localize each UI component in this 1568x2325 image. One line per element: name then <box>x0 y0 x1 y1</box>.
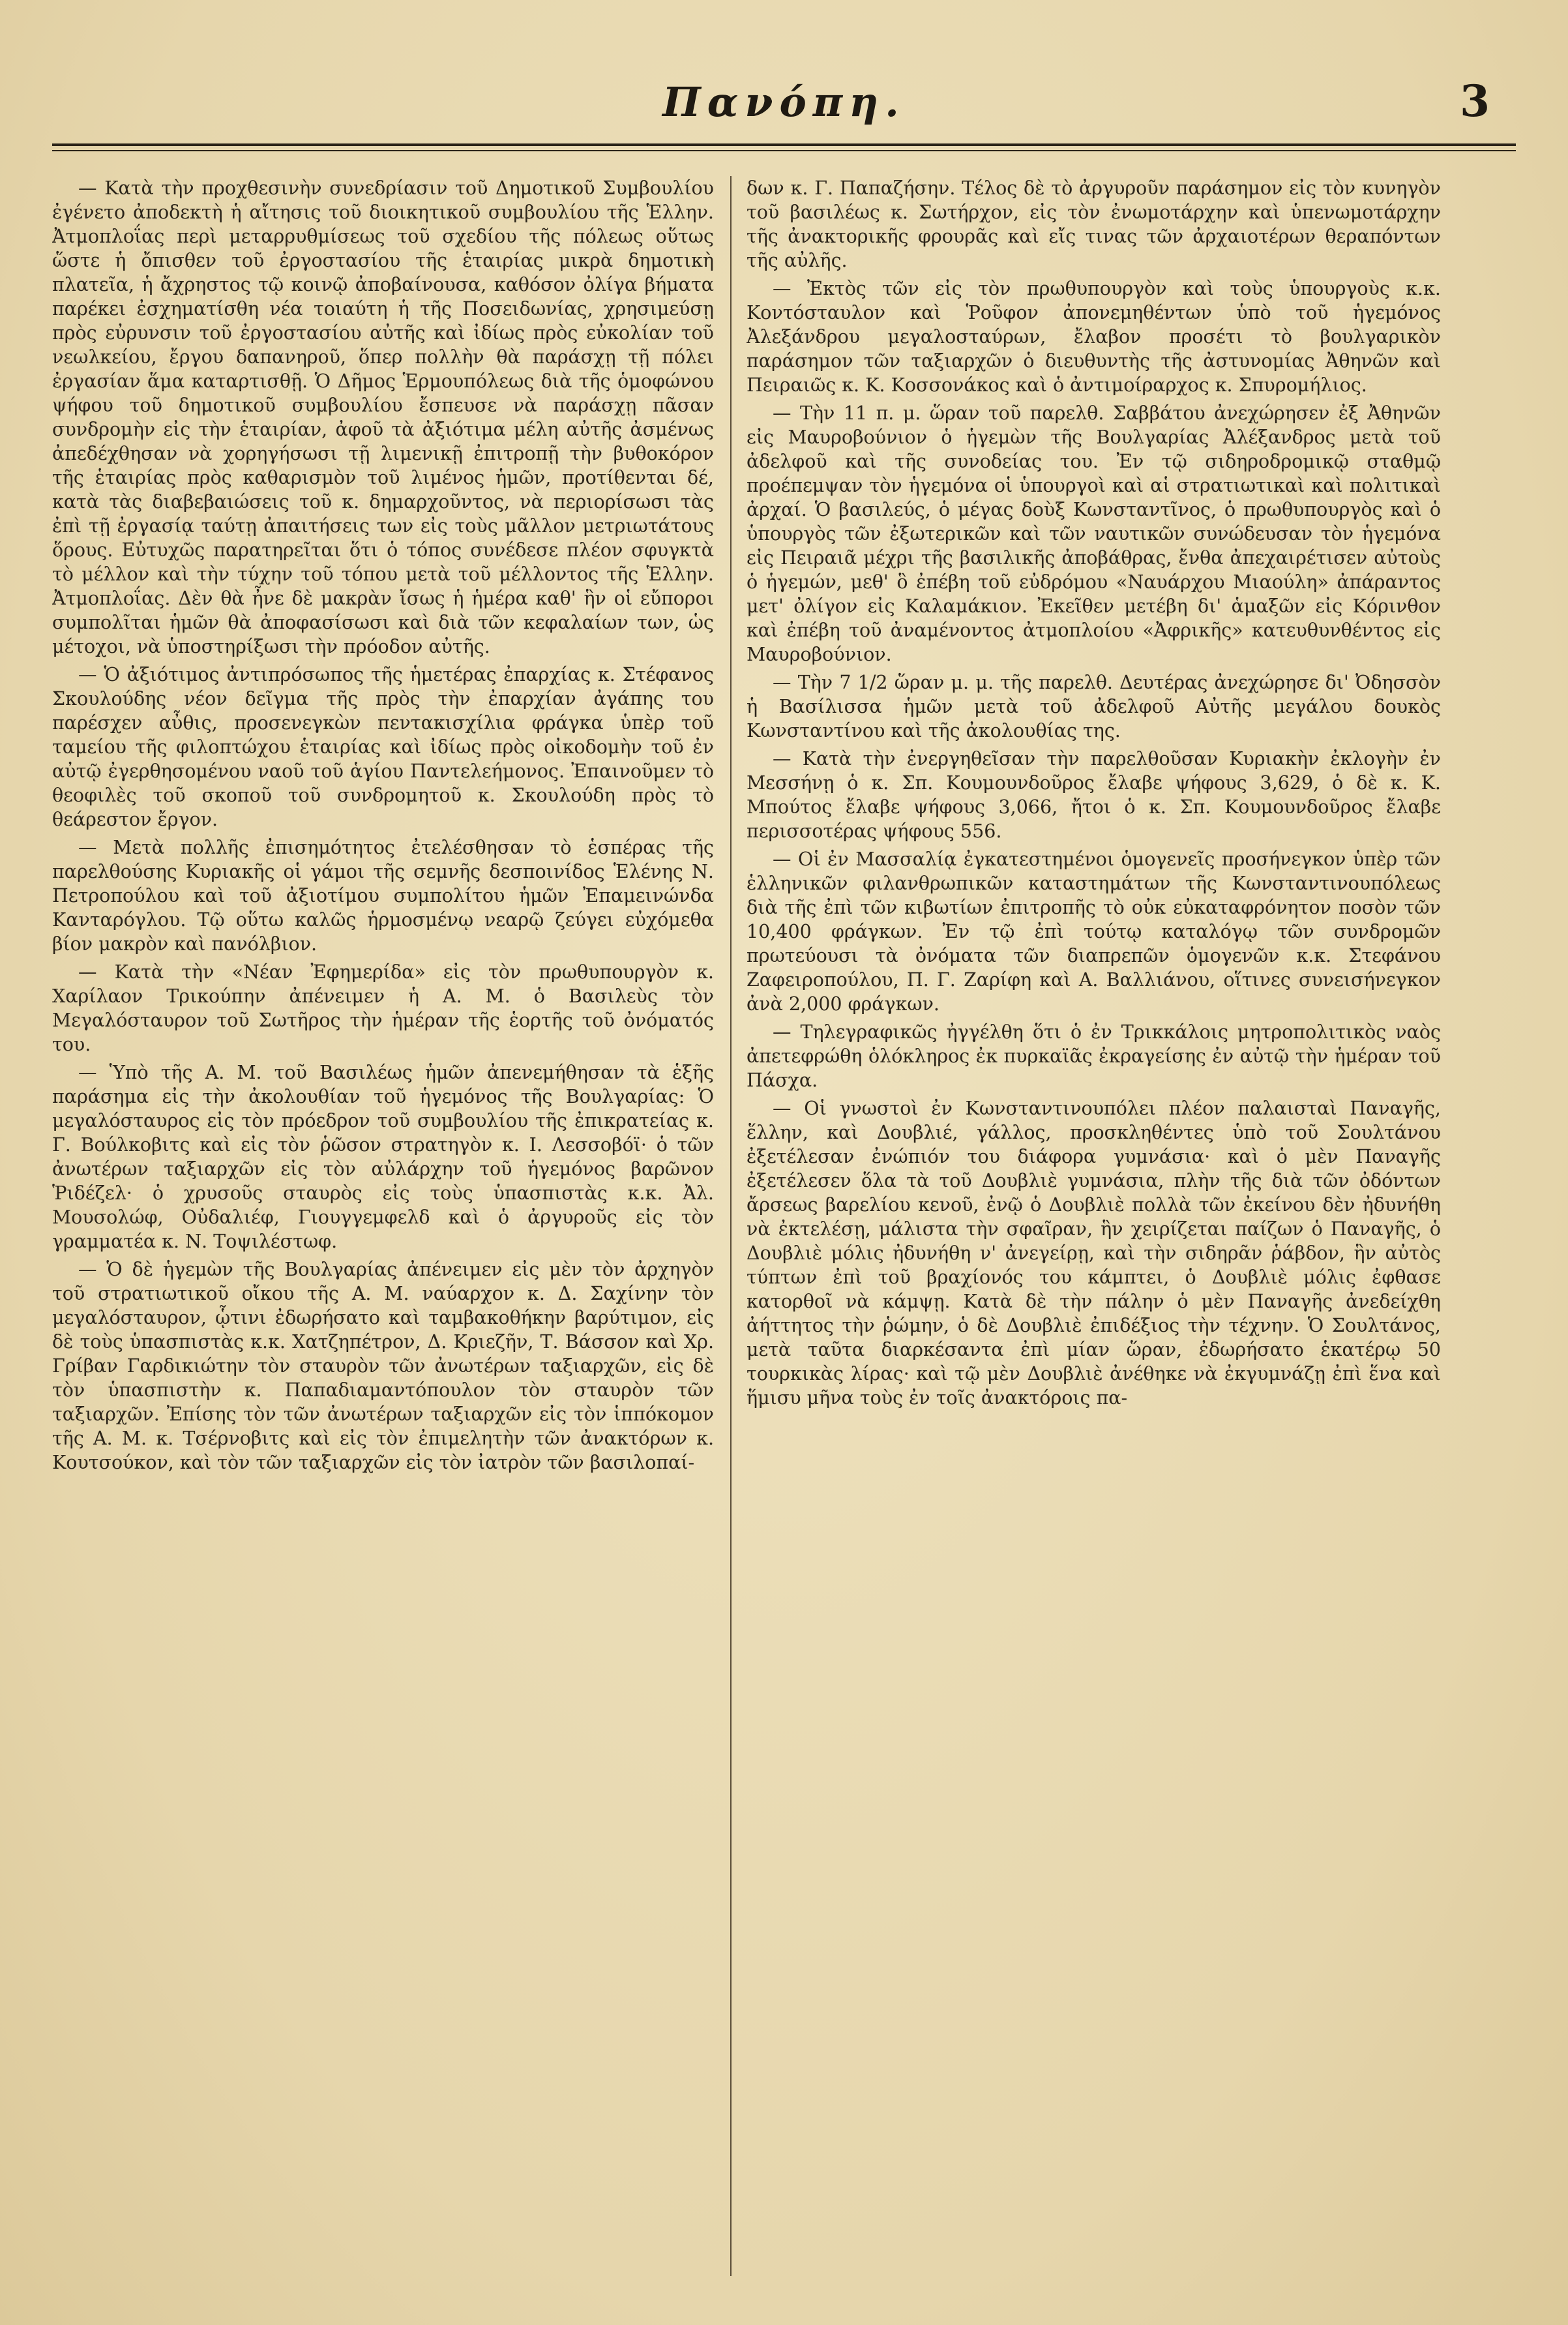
news-item: — Ἐκτὸς τῶν εἰς τὸν πρωθυπουργὸν καὶ τοὺς ὑπουργοὺς κ.κ. Κοντόσταυλον καὶ Ῥοῦφον ἀπονεμηθέντων ὑπὸ τοῦ ἡγεμόνος Ἀλεξάνδρου μεγαλοσταύρων, ἔλαβον προσέτι τὸ βουλγαρικὸν παράσημον τῶν ταξιαρχῶν ὁ διευθυντὴς τῆς ἀστυνομίας Ἀθηνῶν καὶ Πειραιῶς κ. Κ. Κοσσονάκος καὶ ὁ ἀντιμοίραρχος κ. Σπυρομήλιος. <box>747 278 1441 396</box>
news-item: — Κατὰ τὴν «Νέαν Ἐφημερίδα» εἰς τὸν πρωθυπουργὸν κ. Χαρίλαον Τρικούπην ἀπένειμεν ἡ Α. Μ. ὁ Βασιλεὺς τὸν Μεγαλόσταυρον τοῦ Σωτῆρος τὴν ἡμέραν τῆς ἑορτῆς τοῦ ὀνόματός του. <box>52 961 714 1055</box>
newspaper-title: Πανόπη. <box>662 78 906 126</box>
news-item: — Οἱ γνωστοὶ ἐν Κωνσταντινουπόλει πλέον παλαισταὶ Παναγῆς, ἕλλην, καὶ Δουβλιέ, γάλλος, προσκληθέντες ὑπὸ τοῦ Σουλτάνου ἐξετέλεσαν ἐνώπιόν του διάφορα γυμνάσια· καὶ ὁ μὲν Παναγῆς ἐξετέλεσεν ὅλα τὰ τοῦ Δουβλιὲ γυμνάσια, πλὴν τῆς διὰ τῶν ὀδόντων ἄρσεως βαρελίου κενοῦ, ἐνῷ ὁ Δουβλιὲ πολλὰ τῶν ἐκείνου δὲν ἠδυνήθη νὰ ἐκτελέσῃ, μάλιστα τὴν σφαῖραν, ἣν χειρίζεται παίζων ὁ Παναγῆς, ὁ Δουβλιὲ μόλις ἠδυνήθη ν' ἀνεγείρῃ, καὶ τὴν σιδηρᾶν ῥάβδον, ἣν αὐτὸς τύπτων ἐπὶ τοῦ βραχίονός του κάμπτει, ὁ Δουβλιὲ μόλις ἐφθασε κατορθοῖ νὰ κάμψῃ. Κατὰ δὲ τὴν πάλην ὁ μὲν Παναγῆς ἀνεδείχθη ἀήττητος τὴν ῥώμην, ὁ δὲ Δουβλιὲ ἐπιδέξιος τὴν τέχνην. Ὁ Σουλτάνος, μετὰ ταῦτα διαρκέσαντα ἐπὶ μίαν ὥραν, ἐδωρήσατο ἑκατέρῳ 50 τουρκικὰς λίρας· καὶ τῷ μὲν Δουβλιὲ ἀνέθηκε νὰ ἐκγυμνάζῃ ἐπὶ ἕνα καὶ ἥμισυ μῆνα τοὺς ἐν τοῖς ἀνακτόροις πα- <box>747 1098 1441 1409</box>
column-divider <box>730 176 732 2276</box>
news-item: — Τὴν 11 π. μ. ὥραν τοῦ παρελθ. Σαββάτου ἀνεχώρησεν ἐξ Ἀθηνῶν εἰς Μαυροβούνιον ὁ ἡγεμὼν τῆς Βουλγαρίας Ἀλέξανδρος μετὰ τοῦ ἀδελφοῦ καὶ τῆς συνοδείας του. Ἐν τῷ σιδηροδρομικῷ σταθμῷ προέπεμψαν τὸν ἡγεμόνα οἱ ὑπουργοὶ καὶ αἱ στρατιωτικαὶ καὶ πολιτικαὶ ἀρχαί. Ὁ βασιλεύς, ὁ μέγας δοὺξ Κωνσταντῖνος, ὁ πρωθυπουργὸς καὶ ὁ ὑπουργὸς τῶν ἐξωτερικῶν καὶ τῶν ναυτικῶν συνώδευσαν τὸν ἡγεμόνα εἰς Πειραιᾶ μέχρι τῆς βασιλικῆς ἀποβάθρας, ἔνθα ἀπεχαιρέτισεν αὐτοὺς ὁ ἡγεμών, μεθ' ὃ ἐπέβη τοῦ εὐδρόμου «Ναυάρχου Μιαούλη» ἀπάραντος μετ' ὀλίγον εἰς Καλαμάκιον. Ἐκεῖθεν μετέβη δι' ἁμαξῶν εἰς Κόρινθον καὶ ἐπέβη τοῦ ἀναμένοντος ἀτμοπλοίου «Ἀφρικῆς» κατευθυνθέντος εἰς Μαυροβούνιον. <box>747 402 1441 665</box>
news-item: — Τὴν 7 1/2 ὥραν μ. μ. τῆς παρελθ. Δευτέρας ἀνεχώρησε δι' Ὀδησσὸν ἡ Βασίλισσα ἡμῶν μετὰ τοῦ ἀδελφοῦ Αὐτῆς μεγάλου δουκὸς Κωνσταντίνου καὶ τῆς ἀκολουθίας της. <box>747 672 1441 742</box>
right-column <box>747 176 1441 2276</box>
news-item: — Ὁ δὲ ἡγεμὼν τῆς Βουλγαρίας ἀπένειμεν εἰς μὲν τὸν ἀρχηγὸν τοῦ στρατιωτικοῦ οἴκου τῆς Α. Μ. ναύαρχον κ. Δ. Σαχίνην τὸν μεγαλόσταυρον, ᾧτινι ἐδωρήσατο καὶ ταμβακοθήκην βαρύτιμον, εἰς δὲ τοὺς ὑπασπιστὰς κ.κ. Χατζηπέτρον, Δ. Κριεζῆν, Τ. Βάσσον καὶ Χρ. Γρίβαν Γαρδικιώτην τὸν σταυρὸν τῶν ἀνωτέρων ταξιαρχῶν, εἰς δὲ τὸν ὑπασπιστὴν κ. Παπαδιαμαντόπουλον τὸν σταυρὸν τῶν ταξιαρχῶν. Ἐπίσης τὸν τῶν ἀνωτέρων ταξιαρχῶν εἰς τὸν ἱππόκομον τῆς Α. Μ. κ. Τσέρνοβιτς καὶ εἰς τὸν ἐπιμελητὴν τῶν ἀνακτόρων κ. Κουτσούκον, καὶ τὸν τῶν ταξιαρχῶν εἰς τὸν ἰατρὸν τῶν βασιλοπαί- <box>52 1259 714 1473</box>
page-number: 3 <box>1460 76 1490 127</box>
news-item: — Ὁ ἀξιότιμος ἀντιπρόσωπος τῆς ἡμετέρας ἐπαρχίας κ. Στέφανος Σκουλούδης νέον δεῖγμα τῆς πρὸς τὴν ἐπαρχίαν ἀγάπης του παρέσχεν αὖθις, προσενεγκὼν πεντακισχίλια φράγκα ὑπὲρ τοῦ ταμείου τῆς φιλοπτώχου ἑταιρίας καὶ ἰδίως πρὸς οἰκοδομὴν τοῦ ἐν αὐτῷ ἐγερθησομένου ναοῦ τοῦ ἁγίου Παντελεήμονος. Ἐπαινοῦμεν τὸ θεοφιλὲς τοῦ σκοποῦ τοῦ συνδρομητοῦ κ. Σκουλούδη πρὸς τὸ θεάρεστον ἔργον. <box>52 664 714 830</box>
news-item: — Κατὰ τὴν ἐνεργηθεῖσαν τὴν παρελθοῦσαν Κυριακὴν ἐκλογὴν ἐν Μεσσήνῃ ὁ κ. Σπ. Κουμουνδοῦρος ἔλαβε ψήφους 3,629, ὁ δὲ κ. Κ. Μπούτος ἔλαβε ψήφους 3,066, ἤτοι ὁ κ. Σπ. Κουμουνδοῦρος ἔλαβε περισσοτέρας ψήφους 556. <box>747 748 1441 842</box>
news-item: — Κατὰ τὴν προχθεσινὴν συνεδρίασιν τοῦ Δημοτικοῦ Συμβουλίου ἐγένετο ἀποδεκτὴ ἡ αἴτησις τοῦ διοικητικοῦ συμβουλίου τῆς Ἑλλην. Ἀτμοπλοΐας περὶ μεταρρυθμίσεως τοῦ σχεδίου τῆς πόλεως οὕτως ὥστε ἡ ὄπισθεν τοῦ ἐργοστασίου τῆς ἑταιρίας μικρὰ δημοτικὴ πλατεῖα, ἡ ἄχρηστος τῷ κοινῷ ἀποβαίνουσα, καθόσον ὀλίγα βήματα παρέκει ἐσχηματίσθη νέα τοιαύτη ἡ τῆς Ποσειδωνίας, χρησιμεύσῃ πρὸς εὐρυνσιν τοῦ ἐργοστασίου αὐτῆς καὶ ἰδίως πρὸς εὐκολίαν τοῦ νεωλκείου, ἔργου δαπανηροῦ, ὅπερ πολλὴν θὰ παράσχῃ τῇ πόλει ἐργασίαν ἅμα καταρτισθῇ. Ὁ Δῆμος Ἑρμουπόλεως διὰ τῆς ὁμοφώνου ψήφου τοῦ δημοτικοῦ συμβουλίου ἔσπευσε νὰ παράσχῃ πᾶσαν συνδρομὴν εἰς τὴν ἑταιρίαν, ἀφοῦ τὰ ἀξιότιμα μέλη αὐτῆς ἀσμένως ἀπεδέχθησαν νὰ χορηγήσωσι τῇ λιμενικῇ ἐπιτροπῇ τὴν βυθοκόρον τῆς ἑταιρίας πρὸς καθαρισμὸν τοῦ λιμένος ἡμῶν, προτίθενται δέ, κατὰ τὰς διαβεβαιώσεις τοῦ κ. δημαρχοῦντος, νὰ περιορίσωσι τὰς ἐπὶ τῇ ἐργασίᾳ ταύτῃ ἀπαιτήσεις των εἰς τοὺς μᾶλλον μετριωτάτους ὅρους. Εὐτυχῶς παρατηρεῖται ὅτι ὁ τόπος συνέδεσε πλέον σφυγκτὰ τὸ μέλλον καὶ τὴν τύχην τοῦ τόπου μετὰ τοῦ μέλλοντος τῆς Ἑλλην. Ἀτμοπλοΐας. Δὲν θὰ ἦνε δὲ μακρὰν ἴσως ἡ ἡμέρα καθ' ἣν οἱ εὔποροι συμπολῖται ἡμῶν θὰ ἀποφασίσωσι καὶ διὰ τῶν κεφαλαίων των, ὡς μέτοχοι, νὰ ὑποστηρίξωσι τὴν πρόοδον αὐτῆς. <box>52 177 714 657</box>
news-item: — Ὑπὸ τῆς Α. Μ. τοῦ Βασιλέως ἡμῶν ἀπενεμήθησαν τὰ ἑξῆς παράσημα εἰς τὴν ἀκολουθίαν τοῦ ἡγεμόνος τῆς Βουλγαρίας: Ὁ μεγαλόσταυρος εἰς τὸν πρόεδρον τοῦ συμβουλίου τῆς ἐπικρατείας κ. Γ. Βούλκοβιτς καὶ εἰς τὸν ῥῶσον στρατηγὸν κ. Ι. Λεσσοβόϊ· ὁ τῶν ἀνωτέρων ταξιαρχῶν εἰς τὸν αὐλάρχην τοῦ ἡγεμόνος βαρῶνον Ῥιδέζελ· ὁ χρυσοῦς σταυρὸς εἰς τοὺς ὑπασπιστὰς κ.κ. Ἀλ. Μουσολώφ, Οὐδαλιέφ, Γιουγγεμφελδ καὶ ὁ ἀργυροῦς εἰς τὸν γραμματέα κ. Ν. Τοψιλέστωφ. <box>52 1062 714 1252</box>
left-column <box>52 176 714 2276</box>
news-item: — Οἱ ἐν Μασσαλίᾳ ἐγκατεστημένοι ὁμογενεῖς προσήνεγκον ὑπὲρ τῶν ἑλληνικῶν φιλανθρωπικῶν καταστημάτων τῆς Κωνσταντινουπόλεως διὰ τῆς ἐπὶ τῶν κιβωτίων ἐπιτροπῆς τὸ οὐκ εὐκαταφρόνητον ποσὸν τῶν 10,400 φράγκων. Ἐν τῷ ἐπὶ τούτῳ καταλόγῳ τῶν συνδρομῶν πρωτεύουσι τὰ ὀνόματα τῶν διαπρεπῶν ὁμογενῶν κ.κ. Στεφάνου Ζαφειροπούλου, Π. Γ. Ζαρίφη καὶ Α. Βαλλιάνου, οἵτινες συνεισήνεγκον ἀνὰ 2,000 φράγκων. <box>747 848 1441 1015</box>
masthead <box>52 72 1516 143</box>
header-rule-thin <box>52 150 1516 151</box>
news-item: — Τηλεγραφικῶς ἠγγέλθη ὅτι ὁ ἐν Τρικκάλοις μητροπολιτικὸς ναὸς ἀπετεφρώθη ὁλόκληρος ἐκ πυρκαϊᾶς ἐκραγείσης ἐν αὐτῷ τὴν ἡμέραν τοῦ Πάσχα. <box>747 1021 1441 1091</box>
header-rule-thick <box>52 143 1516 146</box>
news-item: — Μετὰ πολλῆς ἐπισημότητος ἐτελέσθησαν τὸ ἑσπέρας τῆς παρελθούσης Κυριακῆς οἱ γάμοι τῆς σεμνῆς δεσποινίδος Ἑλένης Ν. Πετροπούλου καὶ τοῦ ἀξιοτίμου συμπολίτου ἡμῶν Ἐπαμεινώνδα Κανταρόγλου. Τῷ οὕτω καλῶς ἡρμοσμένῳ νεαρῷ ζεύγει εὐχόμεθα βίον μακρὸν καὶ πανόλβιον. <box>52 837 714 955</box>
news-item-continued: δων κ. Γ. Παπαζήσην. Τέλος δὲ τὸ ἀργυροῦν παράσημον εἰς τὸν κυνηγὸν τοῦ βασιλέως κ. Σωτήρχον, εἰς τὸν ἐνωμοτάρχην καὶ ὑπενωμοτάρχην τῆς ἀνακτορικῆς φρουρᾶς καὶ εἴς τινας τῶν ἀρχαιοτέρων θεραπόντων τῆς αὐλῆς. <box>747 177 1441 271</box>
